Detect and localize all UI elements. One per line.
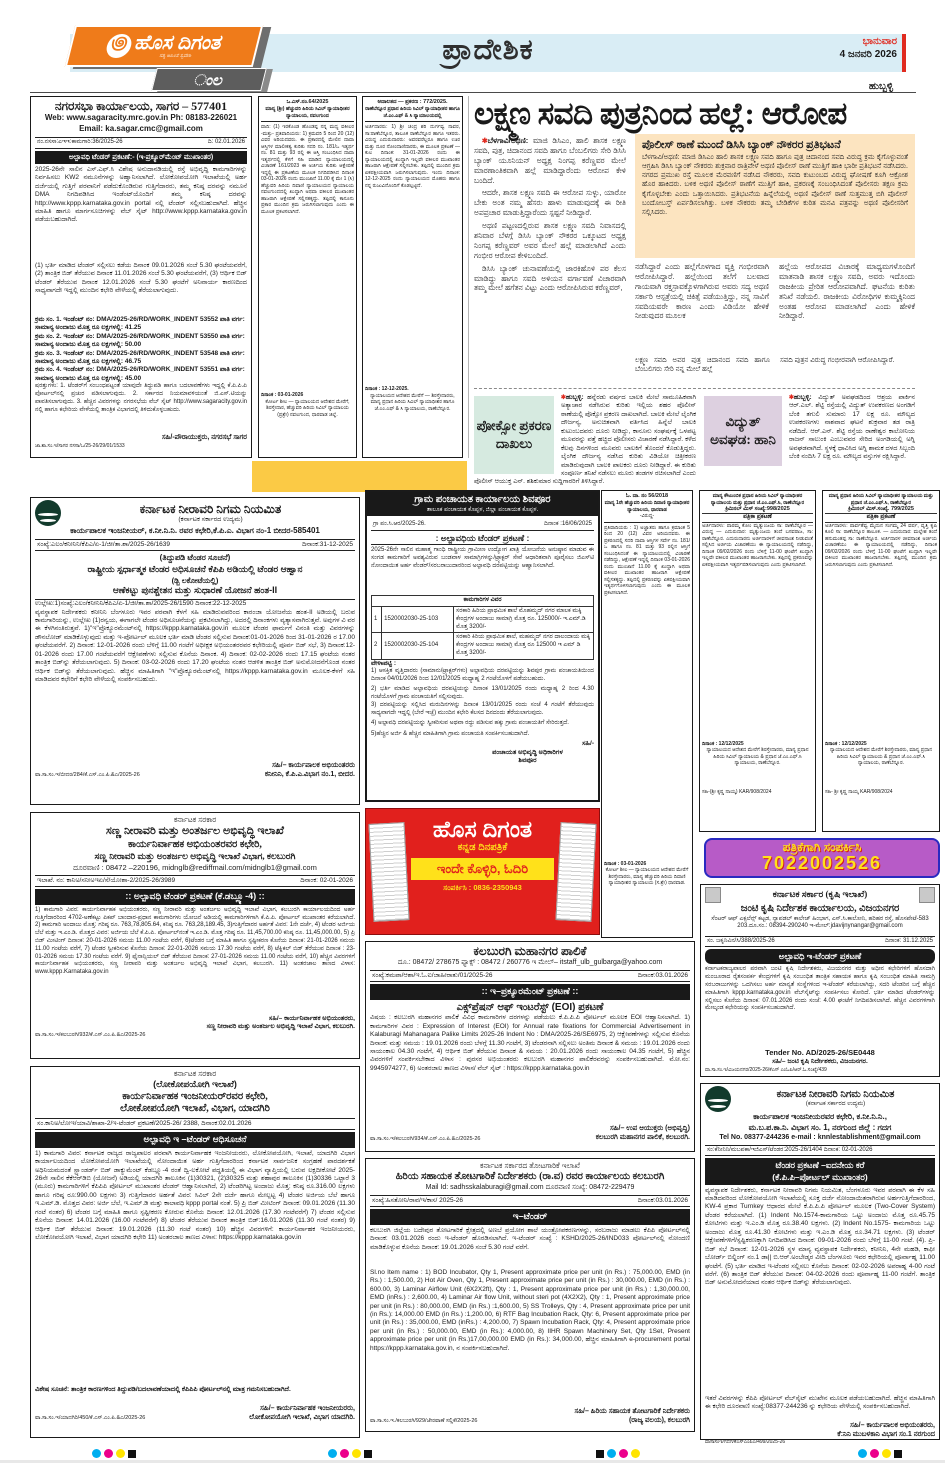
gp-sign-3: ಶಿವಪೂರ [518, 757, 537, 765]
govt-line: ಕರ್ನಾಟಕ ಸರಕಾರ [173, 1069, 217, 1078]
notice-date: ದಿನಾಂಕ : 12/12/2025 [825, 740, 867, 747]
sched-item: 2) ಭರ್ತಿ ಮಾಡಿದ ಅಲ್ಪಾವಧಿಯ ದರಪಟ್ಟಿಯನ್ನು ದಿನಾಂಕ 13/01/2025 ರಂದು ಮಧ್ಯಾಹ್ನ 2 ರಿಂದ 4.30 ಗಂಟೆಯೊಳಗೆ ಗ್ರಾಮ ಪಂಚಾಯತಿಗೆ ಸಲ್ಲಿಸುವುದು. [371, 686, 594, 700]
registration-marks [328, 1445, 375, 1463]
ad-band: ಅಲ್ಪಾವಧಿ ಇ-ಟೆಂಡರ್ ಪ್ರಕಟಣೆ [705, 949, 935, 964]
ref-date: ದಿನಾಂಕ:31-12-2025 [302, 540, 353, 548]
brief-label: ಪೋಕ್ಸೋ ಪ್ರಕರಣ ದಾಖಲು [474, 396, 554, 474]
header-rule [30, 92, 916, 93]
tender-no: Tender No. AD/2025-26/SE0448 [765, 1048, 875, 1058]
knnl-logo-icon [35, 500, 61, 526]
lead-p2: ಆದರೇ, ಶಾಸಕ ಲಕ್ಷ್ಮಣ ಸವದಿ ಈ ಆರೋಪ ಸುಳ್ಳು, ಯಾರೋ ಬೇಕು ಅಂತ ನಮ್ಮ ಹೆಸರು ಹಾಳು ಮಾಡುವುದಕ್ಕೆ ಈ ರೀತಿ ಅಪಪ್ರಚಾರ ಮಾಡುತ್ತಿದ್ದಾರೆಂದು ಸ್ಪಷ್ಟನೆ ನೀಡಿದ್ದಾರೆ. [474, 188, 626, 218]
ad-footer-ref: ವಾಸಾಸಂಇ/ಗದಗ/ಕೆಎಸ್ಎಂಪಿಎ/499/2025-26 [705, 1439, 786, 1446]
govt-line: ಕರ್ನಾಟಕ ಸರ್ಕಾರ (ಕೃಷಿ ಇಲಾಖೆ) [772, 889, 868, 900]
ad-knnl-bidar [30, 497, 360, 805]
ad-band: :: ಅಲ್ಪಾವಧಿ ಟೆಂಡರ್ ಪ್ರಕಟಣೆ (ಕೆ.ಡಬ್ಲ್ಯೂ-4) :: [35, 889, 355, 905]
ref-date: ದಿನಾಂಕ :16/06/2025 [543, 521, 592, 528]
indent-line: ಕ್ರಮ ಸಂ. 3. ಇಂಡೆಂಟ್ ನಂ: DMA/2025-26/RD/WORK_INDENT 53548 ಪಾತಿ ವರ್ಗ: ಸಾಮಾನ್ಯ ಅಂದಾಜು ಮೊತ್ತ ರೂ ಲಕ್ಷಗಳಲ್ಲಿ: 46.75 [35, 349, 245, 366]
edition-label: ಹುಬ್ಬಳ್ಳಿ [868, 81, 893, 92]
sched-item: 5)ಹೆಚ್ಚಿನ ಅರ್ಜಿ & ಹೆಚ್ಚಿನ ಮಾಹಿತಿಗಾಗಿ ಗ್ರಾಮ ಪಂಚಾಯತಿ ಸಂಪರ್ಕಿಸಬಹುದಾಗಿದೆ. [371, 731, 530, 738]
ad-title: ನಗರಸಭಾ ಕಾರ್ಯಾಲಯ, ಸಾಗರ – 577401 [54, 99, 228, 113]
notice-body: ಅರ್ಜಿದಾರರು: 1) ಶ್ರೀ ಚಂದ್ರ ಶರಿ ದುರ್ಗವ್ವ ನಾವರ, ಸಾ:ರಾಣೆಬೆನ್ನೂರ, ತಾಲೂಕ ರಾಣೆಬೆನ್ನೂರ ಹಾಗೂ ಇತರರು. ವಿರುದ್ಧ ಎದುರುದಾರರು: ಅವರವರೆಲ್ಲರೂ ಹಾಗೂ ಊರ ಮತ್ತು ದೂರ ನೋಂದಾಣಿದಾರರು, ಈ ಮೂಲಕ ಪ್ರಕಟಣೆ — ಕುಲ ದಿನಾಂಕ: 31-01-2026 ರಂದು ಈ ನ್ಯಾಯಾಲಯದಲ್ಲಿ ಖುದ್ದಾಗಿ ಇಲ್ಲವೇ ವಕೀಲರ ಮುಖಾಂತರ ಹಾಜರಾಗಿ ಆಕ್ಷೇಪಣೆ ಸಲ್ಲಿಸಬೇಕು. ತಪ್ಪಿದಲ್ಲಿ ಮುಂದಿನ ಕ್ರಮ ಏಕಪಕ್ಷೀಯವಾಗಿ ಜರುಗಿಸಲಾಗುವುದು. ಇಂದು ದಿನಾಂಕ: 12-12-2025 ರಂದು ನ್ಯಾಯಾಲಯದ ಮೊಹರು ಹಾಗೂ ನನ್ನ ರುಜುವಿನೊಂದಿಗೆ ಕೊಡಲ್ಪಟ್ಟಿದೆ. [365, 124, 460, 189]
sched-item: 3) ದರಪಟ್ಟಿಯನ್ನು ಸಲ್ಲಿಸಿದ ಮರುದಿನಗಳನ್ನು ದಿನಾಂಕ 13/01/2025 ರಂದು ಸಂಜೆ 4 ಗಂಟೆಗೆ ತೆರೆಯುವುದು ಸಾಧ್ಯವಾಗದೇ ಇದ್ದಲ್ಲಿ (ಬೇರೆ ಇಚ್ಛೆ) ಮುಂದಿನ ಕಛೇರಿ ಕೆಲಸದ ದಿನದಂದು ತೆರೆಯಲಾಗುವುದು. [371, 702, 594, 716]
continuation-bottom [635, 356, 915, 382]
case-number: ಕ್ರಿಮಿನಲ್ ಮಿಸ್.ಸಂಖ್ಯೆ. 799/2025 [848, 506, 914, 512]
bottom-quote-2: ಸವದಿ ಪುತ್ರನ ವಿರುದ್ಧ ಗಂಭೀರವಾಗಿ ಆರೋಪಿಸಿದ್ದಾರೆ. [780, 357, 895, 364]
ref-no: ಸಂಖ್ಯೆ:ಕಮಪಾ/ಆಶಾ/ಇ.ಓ.ಐ/ಜಾಹೀರಾತು/01/2025-26 [372, 971, 493, 979]
sched-item: 1) ಆಸಕ್ತಿತ ವೃತ್ತಿದಾರರು (ಸಾಮಾನು/ಟ್ರ್ಯಾಕ್ಟರ್‌ಗಳು) ಅಲ್ಪಾವಧಿಯ ದರಪಟ್ಟಿಯನ್ನು ಶಿವಪುರ ಗ್ರಾಮ ಪಂಚಾಯತಿಯಿಂದ ದಿನಾಂಕ 04/01/2026 ರಿಂದ 12/01/2025 ಮಧ್ಯಾಹ್ನ 2 ಗಂಟೆಯೊಳಗೆ ಪಡೆಯಬಹುದು. [371, 668, 594, 682]
equipment-list: Sl.no Item name : 1) BOD Incubator, Qty 1, Present approximate price per unit (in Rs.) : 75,000.00, EMD (in Rs.) : 1,500.00, 2) Hot Air Oven, Qty 1, Present approximate price per unit (in Rs.) : 30,000.00, EMD (in Rs.) : 600.00, 3) Laminar Airflow Unit (6X2X2ft), Qty : 1, Present approximate price per unit (in Rs.) : 1,30,000.00, EMD (inRs.) : 2,600.00, 4) Laminar Air flow Unit, without steri pot (4X2X2), Qty : 1, Present approximate price per unit (in Rs.) : 80,000.00, EMD (in Rs.) :1,600.00, 5) SS Trolleys, Qty : 4, Present approximate price per unit (in Rs.): 14,000.00 EMD (in Rs.) :1,200.00, 6) RTF Bag Incubation Rack, Qty: 6, Present approximate price per unit (in Rs.) : 35,000.00, EMD (inRs.) : 4,200.00, 7) Spawn Incubation Rack, Qty: 4, Present approximate price per unit (in Rs.) : 50,000.00, EMD (in Rs.): 4,000.00, 8) IIHR Spawn Machinery Set, Qty 1Set, Present approximate price per unit (in Rs.)17,00,000.00 EMD (in Rs.): 34,000.00, ಹೆಚ್ಚಿನ ಮಾಹಿತಿಗಾಗಿ e-procurement portal https://kppp.karnataka.gov.in, ನ ಸಂಪರ್ಕಿಸಬಹುದಾಗಿದೆ. [370, 1268, 690, 1352]
table-row [372, 606, 594, 632]
indent-line: ಕ್ರಮ ಸಂ. 2. ಇಂಡೆಂಟ್ ನಂ: DMA/2025-26/RD/WORK_INDENT 53550 ಪಾತಿ ವರ್ಗ: ಸಾಮಾನ್ಯ ಅಂದಾಜು ಮೊತ್ತ ರೂ ಲಕ್ಷಗಳಲ್ಲಿ: 50.00 [35, 332, 245, 349]
ref-date: ದಿನಾಂಕ: 31.12.2025 [884, 937, 933, 944]
court-name: ಮಾನ್ಯ ಕೌಟುಂಬಿಕ ಪ್ರಧಾನ ಹಿರಿಯ ಸಿವಿಲ್ ನ್ಯಾಯಾಧೀಶರ ನ್ಯಾಯಾಲಯ ಮತ್ತು ಪ್ರಧಾನ ಜೆ.ಎಂ.ಎಫ್.ಸಿ, ರಾಣೆಬೆನ್ನೂರ [710, 493, 805, 506]
ad-band: :: ಇ–ಪ್ರಕ್ಯೂರಮೆಂಟ್ ಪ್ರಕಟಣೆ :: [370, 984, 690, 1000]
brief-body: ವಿದ್ಯುತ್ ಅವಘಡದಿಂದ ಆಶ್ರಯ ಪಾರ್ಕಿನ ಆರ್.ಎಲ್. ಶೆಟ್ಟಿ ರಸ್ತೆಯಲ್ಲಿ ವಿದ್ಯುತ್ ಉಪಕರಣದ ಅಂಗಡಿಗೆ ಬೆಂಕಿ ತಗುಲಿ ಸುಮಾರು 17 ಲಕ್ಷ ರೂ. ಮೌಲ್ಯದ ಉಪಕರಣಗಳು ನಾಶವಾದ ಘಟನೆ ಶುಕ್ರವಾರ ತಡ ರಾತ್ರಿ ನಡೆದಿದೆ. ಆರ್.ಎನ್. ಶೆಟ್ಟಿ ರಸ್ತೆಯ ರಾಣೇಶ್ವರ ಕಾಲೋನಿಯ ರಾಜನ್ ಸಾಲುಂಕಿ ಎಂಬುವವರ ಸೇರಿದ ಅಂಗಡಿಯಲ್ಲಿ ಅಗ್ನಿ ಅವಘಡವಾಗಿದೆ. ಸ್ಥಳಕ್ಕೆ ಧಾವಿಸಿದ ಅಗ್ನಿ ಶಾಮಕ ದಳದ ಸಿಬ್ಬಂದಿ ಬೆಂಕಿ ನಂದಿಸಿ 7 ಲಕ್ಷ ರೂ. ಮೌಲ್ಯದ ವಸ್ತುಗಳ ರಕ್ಷಿಸಿದ್ದಾರೆ. [789, 394, 916, 461]
ad-pwd-yadagiri [30, 1066, 360, 1438]
ad-footer-ref: ವಾ.ಸಾ.ಸಂ.ಇ/ಯಾದಗಿರಿ/450/ಕೆ.ಎಸ್.ಎಂ.ಪಿ.&ಎ/2025-26 [35, 1415, 146, 1422]
ad-footer-ref: ವಾ.ಸಾ.ಸಂ.ಇ/ವಿಜಯನಗರ/2025-26/ಕೆಎಸ್ ಎಂಓಪಿ/ಆರ್.ಓ.ಸಂಖ್ಯೆ/439 [705, 1066, 827, 1073]
notice-sign: ಕೋರ್ಟ ಶೀಲ — ನ್ಯಾಯಾಲಯದ ಆದೇಶದ ಮೇರೆಗೆ ಶಿರಸ್ತೇದಾರರು, ಮಾನ್ಯ ಹೆಚ್ಚುವರಿ ಹಿರಿಯ ದಿವಾಣಿ ನ್ಯಾಯಾಧೀಶರ ನ್ಯಾಯಾಲಯ (ಸ.ಶ್ರೇ) ಧಾರವಾಡ. [605, 867, 689, 887]
knnl-logo-icon [705, 1086, 731, 1112]
ad-hosa-digantha-promo [365, 808, 600, 935]
notice-head: ಪತ್ರಿಕಾ ಪ್ರಕಟಣೆ [825, 513, 937, 523]
ref-2: ಉಲ್ಲೇಖ:1)ಸಂಖ್ಯೆ:ಎಲಂ/ಕನೀನಿನಿ/ಕೆಪಿಎ/ಏ-1/ಜೀ/ತಾ.ಶಾ/2025-26/1590 ದಿನಾಂಕ:22-12-2025 [35, 600, 247, 608]
band-line-2: (ಕೆ.ಪಿ.ಪಿ–ಪೋರ್ಟಲ್ ಮುಖಾಂತರ) [772, 1171, 868, 1182]
ad-sign-2: (ರಾಜ್ಯ ವಲಯ), ಕಲಬುರಗಿ [628, 1416, 690, 1424]
ad-band: ಅಲ್ಪಾವಧಿ ಇ –ಟೆಂಡರ್ ಆಧಿಸೂಚನೆ [35, 1132, 355, 1148]
court-notice-b [362, 96, 463, 458]
brief-label: ವಿದ್ಯುತ್ ಅವಘಡ: ಹಾನಿ [704, 396, 782, 466]
dateline: ಬೆಳಗಾವಿ/ಅಥಣಿ: [487, 136, 529, 145]
dept2-line: ಸಣ್ಣ ನೀರಾವರಿ ಮತ್ತು ಅಂತರ್ಜಲ ಅಭಿವೃದ್ಧಿ ಇಲಾಖೆ ವಿಭಾಗ, ಕಲಬುರಗಿ [94, 851, 296, 862]
row-desc: ಸರಕಾರಿ ಹಿರಿಯ ಪ್ರಾಥಮಿಕ ಶಾಲೆ ಮೊಹಮ್ಮದ್ ನಗರ ಮಾಲಕ ಮಕ್ಕಿ ಕೇಂದ್ರಗಳ ಅಂದಾಜು ಸಾಮಾಗ್ರಿ ಮೊತ್ತ ರೂ. 125000/- ಇ.ಎಮ್.ಡಿ ಮೊತ್ತ 3200/- [454, 606, 594, 632]
case-number: ಅದಾಲತದ — ಪ್ರಕರಣ : 772/2025. [377, 99, 448, 105]
govt-line: ಕರ್ನಾಟಕ ಸರಕಾರ [173, 815, 217, 824]
registration-marks [92, 1445, 139, 1463]
court-notice-mid-2 [699, 490, 816, 832]
court-notice-mid-3 [822, 490, 940, 832]
ad-notes: ಷರತ್ತುಗಳು: 1. ಟೆಂಡರ್‌ಗೆ ಸಂಬಂಧಪಟ್ಟಂತೆ ಯಾವುದೇ ತಿದ್ದುಪಡಿ ಹಾಗೂ ಬದಲಾವಣೆಗಳು ಇದ್ದಲ್ಲಿ ಕೆ.ಪಿ.ಪಿ.ಪಿ ಪೋರ್ಟಲ್‌ನಲ್ಲಿ ಪ್ರಚುರ ಪಡಿಸಲಾಗುವುದು. 2. ಸರ್ಕಾರದ ನಿಯಮಾವಳಿಯಂತೆ ಜಿ.ಎಸ್.ಟಿಯನ್ನು ಪಾವತಿಸಲಾಗುವುದು. 3. ಹೆಚ್ಚಿನ ವಿವರಗಳನ್ನು ನಗರಸಭೆಯ ವೆಬ್ ಸೈಟ್ http://www.sagaracity.gov.in ನಲ್ಲಿ ಹಾಗೂ ಕಛೇರಿಯ ವೇಳೆಯಲ್ಲಿ ತಾಂತ್ರಿಕ ವಿಭಾಗದಲ್ಲಿ ತಿಳಿದುಕೊಳ್ಳಬಹುದು. [35, 383, 247, 413]
notice-sign: ನ್ಯಾಯಾಲಯದ ಆದೇಶದ ಮೇರೆಗೆ ಶಿರಸ್ತೇದಾರರು, ಮಾನ್ಯ ಪ್ರಧಾನ ಹಿರಿಯ ಸಿವಿಲ್ ನ್ಯಾಯಾಲಯ & ಪ್ರಧಾನ ಜೆ.ಎಂ.ಎಫ್.ಸಿ ನ್ಯಾಯಾಲಯ, ರಾಣೆಬೆನ್ನೂರ. [830, 747, 932, 767]
ref-no: ಸಂಖ್ಯೆ:ಎಲಂ/ಕನೀನಿನಿ/ಕೆಪಿಎ/ಏ-1/ಜೀ/ತಾ.ಶಾ/2025-26/1639 [37, 540, 171, 548]
qr-code-icon [919, 887, 935, 903]
notice-sign: ನ್ಯಾಯಾಲಯದ ಆದೇಶದ ಮೇರೆಗೆ ಶಿರಸ್ತೇದಾರರು, ಮಾನ್ಯ ಪ್ರಧಾನ ಹಿರಿಯ ಸಿವಿಲ್ ನ್ಯಾಯಾಲಯ & ಪ್ರಧಾನ ಜೆ.ಎಂ.ಎಫ್.ಸಿ ನ್ಯಾಯಾಲಯ, ರಾಣೆಬೆನ್ನೂರ. [706, 747, 809, 767]
promo-strip: ಇಂದೇ ಕೊಳ್ಳಿರಿ, ಓದಿರಿ [411, 858, 554, 880]
ad-band: ಅಲ್ಪಾವಧಿ ಟೆಂಡರ್ ಪ್ರಕಟಣೆ:- (ಇ-ಪ್ರಕ್ಯೂರ್‌ಮೆಂಟ್ ಮುಖಾಂತರ) [35, 151, 247, 164]
dept-line: ಸಣ್ಣ ನೀರಾವರಿ ಮತ್ತು ಅಂತರ್ಜಲ ಅಭಿವೃದ್ಧಿ ಇಲಾಖೆ [106, 824, 284, 837]
logo-emblem-icon: ಄ [104, 34, 134, 58]
ad-footer-ref: ವಾ.ಸಾ.ಸಂ.ಇ./ಕಲಬುರಗಿ/929/ಜೇರವಾಣೆ ಸಲ್ಲಿಕೆ/2025-26 [370, 1418, 478, 1425]
gp-para: 2025-26ನೇ ಸಾಲಿನ ಮಹಾತ್ಮ ಗಾಂಧಿ ರಾಷ್ಟ್ರೀಯ ಗ್ರಾಮೀಣ ಉದ್ಯೋಗ ಖಾತ್ರಿ ಯೋಜನೆಯ ಅನುಷ್ಠಾನ ಮಾಡುವ ಈ ಸಂಗಡ ಕಾಮಗಾರಿಗೆ ಅವಶ್ಯವಿರುವ ಬಂಡವಾಳ ಸಾಮಾಗ್ರಿಗಳನ್ನು/ಟ್ರ್ಯಾಕ್ಟರ್ ಸೇವೆ ಆಧಾರಿತವಾಗಿ ಪೂರೈಸಲು ಜಿಎಸ್‌ಟಿ ನೋಂದಾಯಿತ ಅರ್ಹ ವೆಂಡರ್/ಸರಬರಾಜುದಾರರಿಂದ ಅಲ್ಪಾವಧಿ ದರಪಟ್ಟಿಯನ್ನು ಆಹ್ವಾನಿಸಲಾಗಿದೆ. [371, 547, 594, 569]
brief-star: ✱ [789, 394, 794, 401]
case-number: ಕ್ರಿಮಿನಲ್ ಮಿಸ್ ಸಂಖ್ಯೆ:998/2025 [725, 506, 790, 512]
ref-date: ದಿನಾಂಕ: 02-01-2026 [300, 876, 353, 884]
eoi-subtitle: ಎಕ್ಸ್‌ಪ್ರೆಷನ್ ಆಫ್ ಇಂಟರೆಸ್ಟ್ (EOI) ಪ್ರಕಟಣೆ [456, 1001, 604, 1013]
box-body: ಬೆಳಗಾವಿ/ಅಥಣಿ: ಮಾಜಿ ಡಿಸಿಎಂ ಹಾಲಿ ಶಾಸಕ ಲಕ್ಷ್ಮಣ ಸವದಿ ಹಾಗೂ ಪುತ್ರ ಚಿದಾನಂದ ಸವದಿ ವಿರುದ್ಧ ಕ್ರಮ ಕೈಗೊಳ್ಳುವಂತೆ ಆಗ್ರಹಿಸಿ ಡಿಸಿಸಿ ಬ್ಯಾಂಕ್ ನೌಕರರು ಶುಕ್ರವಾರ ರಾತ್ರಿವೇಳೆ ಅಥಣಿ ಪೊಲೀಸ್ ಠಾಣೆ ಮುತ್ತಿಗೆ ಹಾಕಿ ಭಾರೀ ಪ್ರತಿಭಟನೆ ನಡೆಸಿದರು. ನಗರದ ಪ್ರಮುಖ ರಸ್ತೆ ಮೂಲಕ ಮೆರವಣಿಗೆ ನಡೆಸಿದ ನೌಕರರು, ಸವದಿ ಕುಟುಂಬದ ವಿರುದ್ಧ ಘೋಷಣೆ ಕೂಗಿ ಆಕ್ರೋಶ ಹೊರ ಹಾಕಿದರು. ಬಳಿಕ ಅಥಣಿ ಪೊಲೀಸ್ ಠಾಣೆಗೆ ಮುತ್ತಿಗೆ ಹಾಕಿ, ಪ್ರಕರಣಕ್ಕೆ ಸಂಬಂಧಿಸಿದಂತೆ ಪೊಲೀಸರು ತಕ್ಷಣ ಕ್ರಮ ಕೈಗೊಳ್ಳಬೇಕು ಎಂದು ಒತ್ತಾಯಿಸಿದರು. ಪ್ರತಿಭಟನೆಯ ಹಿನ್ನೆಲೆಯಲ್ಲಿ ಅಥಣಿ ಪೊಲೀಸ್ ಠಾಣೆ ಸುತ್ತಮುತ್ತ ಬಿಗಿ ಪೊಲೀಸ್ ಬಂದೋಬಸ್ತ್ ಏರ್ಪಡಿಸಲಾಗಿತ್ತು. ಬಳಿಕ ನೌಕರರು ತಮ್ಮ ಬೇಡಿಕೆಗಳ ಕುರಿತ ಮನವಿ ಪತ್ರವನ್ನು ಅಥಣಿ ಪೊಲೀಸರಿಗೆ ಸಲ್ಲಿಸಿದರು. [642, 153, 908, 217]
ad-knnl-gadag [700, 1083, 940, 1446]
court-notice-a [258, 96, 357, 458]
promo-subtitle: ಕನ್ನಡ ದಿನಪತ್ರಿಕೆ [457, 842, 508, 854]
ad-sign-1: ಸಹಿ/– ಉಪ ಆಯುಕ್ತರು (ಅಭಿವೃದ್ಧಿ) [609, 1125, 690, 1133]
row-desc: ಸರಕಾರಿ ಕಿರಿಯ ಪ್ರಾಥಮಿಕ ಶಾಲೆ, ಮಹಮ್ಮದ್ ನಗರ ದಾಲಂದಾಯ ಮಕ್ಕಿ ಕೇಂದ್ರಗಳ ಅಂದಾಜು ಸಾಮಾಗ್ರಿ ಮೊತ್ತ ರೂ 125000 ಇ ಎಮ್ ಡಿ ಮೊತ್ತ 3200/- [454, 633, 594, 659]
masthead-date: 4 ಜನವರಿ 2026 [839, 48, 897, 60]
office-line: ಜಂಟಿ ಕೃಷಿ ನಿರ್ದೇಶಕ ಕಾರ್ಯಾಲಯ, ವಿಜಯನಗರ [740, 903, 900, 914]
ad-body-2: ಇತರೆ ವಿವರಗಳನ್ನು ಕೆಪಿಪಿ ಪೋರ್ಟಲ್ ವೆಬ್‌ಸೈಟ್ ಮುಖೇನ ಮೂಲಕ ಪಡೆಯಬಹುದಾಗಿದೆ. ಹೆಚ್ಚಿನ ಮಾಹಿತಿಗಾಗಿ ಈ ಕಛೇರಿ ದೂರವಾಣಿ ಸಂಖ್ಯೆ:08377-244236 ನ್ನು ಕಛೇರಿಯ ವೇಳೆಯಲ್ಲಿ ಸಂಪರ್ಕಿಸಬಹುದಾಗಿದೆ. [705, 1394, 935, 1410]
ad-sign-2: ಲೋಕೋಪಯೋಗಿ ಇಲಾಖೆ, ವಿಭಾಗ ಯಾದಗಿರಿ. [249, 1413, 355, 1421]
org-sub: (ಕರ್ನಾಟಕ ಸರ್ಕಾರದ ಉದ್ಯಮ) [805, 1101, 866, 1108]
logo-tagline: ಸತ್ಯ ಅಹಿಂಸೆ ಸ್ವದೇಶಿ [158, 53, 193, 59]
versus: -ವಿರುದ್ಧ- [639, 513, 655, 520]
ref-date: ದಿನಾಂಕ:03.01.2026 [637, 1196, 688, 1204]
gp-sign-1: ಸಹಿ/- [582, 740, 594, 748]
continuation-col-3: ಹಲ್ಲೆಯ ಆರೋಪದ ವಿಚಾರಕ್ಕೆ ಮಾಧ್ಯಮಗಳೊಂದಿಗೆ ಮಾತನಾಡಿ ಶಾಸಕ ಲಕ್ಷ್ಮಣ ಸವದಿ, ಅವರು ಇದೊಂದು ರಾಜಕೀಯ ಪ್ರೇರಿತ ಆರೋಪವಾಗಿದೆ. ಘಟನೆಯ ಕುರಿತು ತನಿಖೆ ನಡೆಯಲಿ. ರಾಜಕೀಯ ವಿರೋಧಿಗಳ ಕುಮ್ಮಕ್ಕಿನಿಂದ ಅಂತಹ ಆರೋಪ ಮಾಡಲಾಗಿದೆ ಎಂದು ಹೇಳಿಕೆ ನೀಡಿದ್ದಾರೆ. [779, 262, 915, 321]
ref-date: ದಿನಾಂಕ:03.01.2026 [637, 971, 688, 979]
ad-intro: ಕಲಬುರಗಿ ಜಿಲ್ಲೆಯ ಬದೇಪುರ ತೋಟಗಾರಿಕೆ ಕ್ಷೇತ್ರದಲ್ಲಿ ಅಣಬೆ ಪ್ರಯೋಗ ಶಾಲೆ ಯಂತ್ರೋಪಕರಣಗಳನ್ನು, ಸರಬರಾಜು ಮಾಡಲು ಕೆಪಿಪಿ ಪೋರ್ಟಲ್‌ನಲ್ಲಿ ದಿನಾಂಕ: 03.01.2026 ರಂದು ಇ-ಟೆಂಡರ್ ಹೊರಡಿಸಲಾಗಿದೆ. ಇ-ಟೆಂಡರ್ ಸಂಖ್ಯೆ : KSHD/2025-26/IND033 ಪೋರ್ಟಲ್‌ನಲ್ಲಿ ನೋಂದಣಿ ಮಾಡಿಕೊಳ್ಳುವ ಕೊನೆಯ ದಿನಾಂಕ: 19.01.2026 ಸಂಜೆ 5.30 ಗಂಟೆ ವರೆಗೆ. [370, 1226, 690, 1251]
ad-kalaburagi-eoi [365, 941, 695, 1152]
ad-body: 1) ಕಾಮಗಾರಿ ವಿವರ: ಕರ್ನಾಟಕ ರಾಜ್ಯದ ರಾಜ್ಯಪಾಲರ ಪರವಾಗಿ ಕಾರ್ಯನಿರ್ವಾಹಕ ಇಂಜನೀಯರರು, ಲೋಕೋಪಯೋಗಿ, ಇಲಾಖೆ, ಯಾದಗಿರಿ ವಿಭಾಗ ಕಾರ್ಯಾಲಯದಿಂದ ಲೋಕೋಪಯೋಗಿ ಇಲಾಖೆಯಲ್ಲಿ ನೋಂದಾಯಿತ ಅರ್ಹ ಗುತ್ತಿಗೆದಾರರಿಂದ ಕರ್ನಾಟಕ ಸಾರ್ವಜನಿಕ ಸಂಗ್ರಹಣೆ ಪಾರದರ್ಶಕತೆ ಅಧಿನಿಯಮದಂತೆ ಸ್ಟ್ಯಾಂಡರ್ಡ್ ಬಿಡ್ ಡಾಕ್ಯುಮೆಂಟ್ ಕೆಡಬ್ಲ್ಯೂ-4 ರಂತೆ ದ್ವಿ-ಲಕೋಟೆ ಪದ್ಧತಿಯಲ್ಲಿ ಈ ವಿಭಾಗ ವ್ಯಾಪ್ತಿಯಲ್ಲಿ ಬರುವ ಲಕ್ಷದೀಕೋಟೆ 2025-26ನೇ ಸಾಲಿನ ಕೆಕೆಆರ್‌ಡಿಬಿ (ಯೋಜನೆ) ಅಡಿಯಲ್ಲಿ ಯಾದಗಿರಿ ತಾಲೂಕಿನ (1)30321, (2)30325 ಮತ್ತು ಶಹಾಪುರ ತಾಲೂಕಿನ (1)30336 ಒಟ್ಟಾರೆ 3 (ಮೂರು) ಕಾಮಗಾರಿಗಳಿಗೆ ಕೆಪಿಪಿಪಿ ಪೋರ್ಟಲ್ ಮುಖಾಂತರ ಟೆಂಡರ್ ಆಹ್ವಾನಿಸಲಾಗಿದೆ, 2) ಟೆಂಡರಿಗಿಟ್ಟ ಅಂದಾಜು ಮೊತ್ತ: ಕನಿಷ್ಠ ರೂ.316.00 ಲಕ್ಷಗಳು ಹಾಗೂ ಗರಿಷ್ಠ ರೂ:990.00 ಲಕ್ಷಗಳು 3) ಗುತ್ತಿಗೆದಾರರ ಅರ್ಹತೆ ವಿವರ: ಸಿವಿಲ್ 2ನೇ ದರ್ಜೆ ಹಾಗೂ ಮೇಲ್ಪಟ್ಟ 4) ಟೆಂಡರ ಅರ್ಜಿಯ ಬೆಲೆ ಹಾಗೂ ಇ.ಎಮ್.ಡಿ. ಮೊತ್ತದ ವಿವರ: ಅರ್ಜಿ ಬೆಲೆ, ಇ.ಎಮ್.ಡಿ ಮತ್ತು ಕಾಲಾವಧಿ kppp portal ನಂತೆ. 5) ಪ್ರಿ ಬಿಡ್ ಮೀಟಿಂಗ್ ದಿನಾಂಕ: 09.01.2026 (11.30 ಗಂಟೆ ನಂತರ) 6) ಟೆಂಡರ ಬಗ್ಗೆ ಮಾಹಿತಿ ಹಾಗೂ ಸ್ಪಷ್ಟೀಕರಣ ಕೋರುವ ಕೊನೆಯ ದಿನಾಂಕ: 12.01.2026 (17.30 ಗಂಟೆವರೆಗೆ) 7) ಟೆಂಡರ ಸಲ್ಲಿಸುವ ಕೊನೆಯ ದಿನಾಂಕ: 14.01.2026 (16.00 ಗಂಟೆವರೆಗೆ) 8) ಟೆಂಡರ ತೆರೆಯುವ ದಿನಾಂಕ ತಾಂತ್ರಿಕ ಬಿಡ್:16.01.2026 (11.30 ಗಂಟೆ ನಂತರ) 9) ಆರ್ಥಿಕ ಬಿಡ್ ತೆರೆಯುವ ದಿನಾಂಕ: 19.01.2026 (11.30 ಗಂಟೆ ನಂತರ) 10) ಹೆಚ್ಚಿನ ವಿವರಗಳಿಗೆ: ಕಾರ್ಯನಿರ್ವಾಹಕ ಇಂಜನೀಯರರು, ಲೋಕೋಪಯೋಗಿ ಇಲಾಖೆ, ವಿಭಾಗ ಯಾದಗಿರಿ ಕಛೇರಿ 11) ಅಂತರಜಾಲ ತಾಣದ ವಿಳಾಸ: https://kppp.karnataka.gov.in [35, 1149, 355, 1242]
sched-item: 4) ಅಲ್ಪಾವಧಿ ದರಪಟ್ಟಿಯನ್ನು ಸ್ವೀಕರಿಸುವ ಅಥವಾ ರದ್ದು ಪಡಿಸುವ ಹಕ್ಕು ಗ್ರಾಮ ಪಂಚಾಯತಿಗೆ ಸೇರಿರುತ್ತದೆ. [371, 720, 569, 727]
newspaper-thumbnail [368, 822, 409, 922]
dateline-star: ✱ [482, 136, 488, 145]
sched-title: ವೇಳಾಪಟ್ಟಿ : [371, 659, 396, 667]
ad-sign-1: ಸಹಿ/– ಕಾರ್ಯನಿರ್ವಾಹಕ ಇಂಜನೀಯರರು, [260, 1404, 355, 1412]
row-code: 1520002030-25-104 [382, 633, 454, 659]
court-name: ಮಾನ್ಯ ಪ್ರಧಾನ ಹಿರಿಯ ಸಿವಿಲ್ ನ್ಯಾಯಾಧೀಶರ ನ್ಯಾಯಾಲಯ ಮತ್ತು ಪ್ರಧಾನ ಜೆ.ಎಂ.ಎಫ್.ಸಿ, ರಾಣೆಬೆನ್ನೂರ [828, 493, 934, 506]
notice-body: ಅರ್ಜಿದಾರಳು: ಪಾರಮ್ಮ ಕೋಂ ಮೃತ್ಯುಂಜಯ ಸಾ: ರಾಣೆಬೆನ್ನೂರ — ವಿರುದ್ಧ — ಎದುರುದಾರ: ಮೃತ್ಯುಂಜಯ ತಂದೆ ಬಸವರಾಜ, ಸಾ: ರಾಣೆಬೆನ್ನೂರ. ಎದುರುದಾರನು ಅರ್ಜಿದಾರಳಿಗೆ ಜೀವನಾಂಶ ನೀಡುವಂತೆ ಸಲ್ಲಿಸಿದ ಅರ್ಜಿಯ ವಿಚಾರಣೆಯು ಈ ನ್ಯಾಯಾಲಯದಲ್ಲಿ ನಡೆದಿದ್ದು, ದಿನಾಂಕ 09/02/2026 ರಂದು ಬೆಳಿಗ್ಗೆ 11-00 ಘಂಟೆಗೆ ಖುದ್ದಾಗಿ ಇಲ್ಲವೇ ವಕೀಲರ ಮುಖಾಂತರ ಹಾಜರಾಗಬೇಕು. ತಪ್ಪಿದಲ್ಲಿ ಪ್ರಕರಣವನ್ನು ಏಕಪಕ್ಷೀಯವಾಗಿ ಇತ್ಯರ್ಥಪಡಿಸಲಾಗುವುದು ಎಂದು ಪ್ರಕಟಿಸಲಾಗಿದೆ. [702, 522, 813, 568]
lead-p4: ಡಿಸಿಸಿ ಬ್ಯಾಂಕ್ ಚುನಾವಣೆಯಲ್ಲಿ ಜಾರಕಿಹೊಳಿ ಪರ ಕೆಲಸ ಮಾಡಿದ್ದು ಹಾಗೂ ಸವದಿ ಅಳಿಯನ ವರ್ಗಾವಣೆ ವಿಚಾರವಾಗಿ ತಮ್ಮ ಮೇಲೆ ಹಗೆತನ ವಿಟ್ಟು ಎಂದು ಆರೋಪಿಸಿರುವ ಕರೆಣ್ಣವರ್, [474, 263, 626, 293]
protest-story-box [635, 134, 915, 258]
continuation-col-2: ನಡೆಸಿದ್ದಾರೆ ಎಂದು ಹಲ್ಲೆಗೊಳಗಾದ ವ್ಯಕ್ತಿ ಗಂಭೀರವಾಗಿ ಆರೋಪಿಸಿದ್ದಾರೆ. ಹಲ್ಲೆಯಿಂದ ತಲೆಗೆ ಬಲವಾದ ಗಾಯವಾಗಿ ರಕ್ತಸ್ರಾವಕ್ಕೊಳಗಾಗಿರುವ ಅವರು ಸದ್ಯ ಅಥಣಿ ಸರ್ಕಾರಿ ಆಸ್ಪತ್ರೆಯಲ್ಲಿ ಚಿಕಿತ್ಸೆ ಪಡೆಯುತ್ತಿದ್ದು, ನನ್ನ ಸಾವಿಗೆ ಸವದಿಯವರೇ ಕಾರಣ ಎಂದು ವಿಡಿಯೋ ಹೇಳಿಕೆ ನೀಡುವುದರ ಮೂಲಕ [635, 262, 769, 321]
ad-sagara-tender [30, 96, 252, 458]
notice-reg: ಸಹಿ-(ಶ್ರೀ ಕೃಷ್ಣ ನಾಯ್ಕ) KAR/908/2024 [702, 789, 772, 796]
dept-line: ಕರ್ನಾಟಕ ಸರ್ಕಾರದ ತೋಟಗಾರಿಕೆ ಇಲಾಖೆ [480, 1161, 580, 1170]
table-row [372, 633, 594, 659]
row-no: 1 [372, 606, 382, 632]
office-line-1: ಕಾರ್ಯಪಾಲಕ ಇಂಜನೀಯರವರ ಕಛೇರಿ, ಕ.ನೀ.ನಿ.ನಿ., [753, 1112, 887, 1121]
notice-date: ದಿನಾಂಕ : 03-01-2026 [604, 860, 647, 867]
box-title: ಪೊಲೀಸ್ ಠಾಣೆ ಮುಂದೆ ಡಿಸಿಸಿ ಬ್ಯಾಂಕ್ ನೌಕರರ ಪ್ರತಿಭಟನೆ [642, 139, 841, 151]
ad-web: Web: www.sagaracity.mrc.gov.in Ph: 08183-226021 [44, 113, 238, 123]
ad-band: ಇ–ಟೆಂಡರ್ [370, 1209, 690, 1225]
ref-no: ಸಂಖ್ಯೆ:ಹಿಸತೋನಿ/ರಾವ/ಇ/ಕಾಸ/ 2025-26 [372, 1196, 463, 1204]
logo-title: ಹೊಸ ದಿಗಂತ [132, 32, 225, 54]
brief-pocso [474, 394, 696, 486]
yellow-strip [252, 461, 467, 492]
newspaper-thumbnail [555, 822, 596, 922]
indent-line: ಕ್ರಮ ಸಂ. 4. ಇಂಡೆಂಟ್ ನಂ: DMA/2025-26/RD/WORK_INDENT 53551 ಪಾತಿ ವರ್ಗ: ಸಾಮಾನ್ಯ ಅಂದಾಜು ಮೊತ್ತ ರೂ ಲಕ್ಷಗಳಲ್ಲಿ: 45.00 [35, 366, 245, 382]
section-divider [474, 388, 915, 389]
ad-sign-2: ಕಲಬುರಗಿ ಮಹಾನಗರ ಪಾಲಿಕೆ, ಕಲಬುರಗಿ. [595, 1134, 690, 1142]
indent-line: ಕ್ರಮ ಸಂ. 1. ಇಂಡೆಂಟ್ ನಂ: DMA/2025-26/RD/WORK_INDENT 53552 ಪಾತಿ ವರ್ಗ: ಸಾಮಾನ್ಯ ಅಂದಾಜು ಮೊತ್ತ ರೂ ಲಕ್ಷಗಳಲ್ಲಿ: 41.25 [35, 315, 245, 332]
ad-date: ದಿ: 02.01.2026 [207, 138, 245, 145]
newspaper-logo [65, 25, 263, 67]
ad-body: ವ್ಯವಸ್ಥಾಪಕ ನಿರ್ದೇಶಕರು ಕನೀನಿನಿ ಬೆಂಗಳೂರು ಇವರ ಪರವಾಗಿ ಕೆಳಗೆ ಸಹಿ ಮಾಡಿರುವವರಿಂದ ಕಾರಂಜಾ ಯೋಜನೆಯ ಹಂತ-II ಅಡಿಯಲ್ಲಿ ಬರುವ ಕಾಮಗಾರಿಯನ್ನು, ಉಲ್ಲೇಖ (1)ರನ್ವಯ, ಈಗಾಗಲೇ ಟೆಂಡರ ಅಧಿಸೂಚನೆಯನ್ನು ಪ್ರಕಟಿಸಲಾಗಿದ್ದು, ಅದರಲ್ಲಿ ದಿನಾಂಕಗಳು ವ್ಯತ್ಯಾಸವಾಗಿರುತ್ತವೆ. ಅವುಗಳ ವಿ ವರ ಈ ಕೆಳಗಿನಂತಿರುತ್ತವೆ. 1)"ಇ"ಪ್ರೊಕ್ಯೂರಮೆಂಟ್‌ನಲ್ಲಿ https://kppp.karnataka.gov.in ಮೂಲಕ ಟೆಂಡರ ಫಾರ್ಮಗೆ ವಿನಂತಿ ಮತ್ತು ವಿವರಗಳನ್ನು ಡೌನಲೋಡ್ ಮಾಡಿಕೊಳ್ಳುವುದು ಮತ್ತು ಇ-ಪೋರ್ಟಲ್ ಮೂಲಕ ಭರ್ತಿ ಮಾಡಿ ಟೆಂಡರ ಸಲ್ಲಿಸುವ ದಿನಾಂಕ:01-01-2026 ರಿಂದ 31-01-2026 ರ 17.00 ಘಂಟೆಯವರೆಗೆ. 2) ದಿನಾಂಕ: 12-01-2026 ರಂದು ಬೆಳಿಗ್ಗೆ 11.00 ಗಂಟೆಗೆ ಅಧೀಕ್ಷಕ ಅಭಿಯಂತರರವರ ಕಛೇರಿಯಲ್ಲಿ ಪೂರ್ವ ಬಿಡ್ ಸಭೆ, 3) ದಿನಾಂಕ:12-01-2026 ರಂದು 17.00 ಗಂಟೆಯವರೆಗೆ ಆಕ್ಷೇಪಣೆಗಳು ಸಲ್ಲಿಸುವ ಕೊನೆಯ ದಿನಾಂಕ. 4) ದಿನಾಂಕ: 02-02-2026 ರಂದು 17.15 ಘಂಟೆಯ ನಂತರ ತಾಂತ್ರಿಕ ಬಿಡ್‌ನ್ನು ತೆರೆಯಲಾಗುವುದು. 5) ದಿನಾಂಕ: 03-02-2026 ರಂದು 17.20 ಘಂಟೆಯ ನಂತರ ಆಡಳಿತ ತಾಂತ್ರಿಕ ಬಿಡ್ ಅನುಮೋದನೆಗೊಂಡ ನಂತರ ಆರ್ಥಿಕ ಬಿಡ್‌ನ್ನು ತೆರೆಯಲಾಗುವುದು. ಹೆಚ್ಚಿನ ಮಾಹಿತಿಗಾಗಿ "ಇ"ಪ್ರೊಕ್ಯೂರಮೆಂಟ್‌ನಲ್ಲಿ https://kppp.karnataka.gov.in ಮೂಲಕ-ಕೆಳಗೆ ಸಹಿ ಮಾಡಿದವರ ಕಛೇರಿಗೆ ಕಛೇರಿ ವೇಳೆಯಲ್ಲಿ ಸಂಪರ್ಕಿಸಬಹುದು. [35, 608, 355, 684]
ad-small-irrigation [30, 812, 360, 1059]
case-number: ಓ. ದಾ. ನಂ 56/2018 [625, 493, 669, 499]
gp-sign-2: ಪಂಚಾಯತ ಅಭಿವೃದ್ಧಿ ಅಧಿಕಾರಿಗಳ [492, 748, 563, 756]
notice-date: ದಿನಾಂಕ : 12/12/2025 [702, 740, 744, 747]
notice-sign: ಕೋರ್ಟ ಶೀಲ — ನ್ಯಾಯಾಲಯದ ಆದೇಶದ ಮೇರೆಗೆ, ಶಿರಸ್ತೇದಾರ, ಹೆಚ್ಚುವರಿ ಹಿರಿಯ ಸಿವಿಲ್ ನ್ಯಾಯಾಲಯ (ಪ್ರಶ್ರೇ) ನವಲಗುಂದ, ಧಾರವಾಡ ಜಿಲ್ಲೆ. [265, 398, 350, 418]
court-notice-mid-1 [601, 490, 693, 938]
office-line: ಕಾರ್ಯಪಾಲಕ ಇಂಜನೀಯರ್, ಕ.ನೀ.ನಿ.ನಿ. ರವರ ಕಛೇರಿ,ಕೆ.ಪಿ.ಎ. ವಿಭಾಗ ನಂ-1 ಬೀದರ-585401 [70, 526, 320, 535]
ref-no: ಗ್ರಾ ಪಂ.ಸಿ.ಆರ/2025-26. [373, 521, 426, 528]
logo-badge: ಂಲ [151, 68, 267, 91]
phone-line: ದೂರವಾಣಿ : 08472 –220196, midnglb@rediffmail.com/midnglb1@gmail.com [73, 862, 317, 872]
notice-sign: ನ್ಯಾಯಾಲಯದ ಆದೇಶದ ಮೇರೆಗೆ — ಶಿರಸ್ತೇದಾರರು, ಮಾನ್ಯ ಪ್ರಧಾನ ಹಿರಿಯ ಸಿವಿಲ್ ನ್ಯಾಯಾಧೀಶರ ಹಾಗೂ ಜೆ.ಎಂ.ಎಫ್ & ಸಿ ನ್ಯಾಯಾಲಯ, ರಾಣೆಬೆನ್ನೂರ. [370, 392, 455, 412]
govt-emblem-icon [705, 887, 721, 903]
notice-head: ಪತ್ರಿಕಾ ಪ್ರಕಟಣೆ [702, 513, 813, 523]
mail-line: Mail Id: sadhsskalaburagi@gmail.com ದೂರವಾಣಿ ಸಂಖ್ಯೆ: 08472-229479 [425, 1184, 635, 1192]
gp-sub: ತಾಲೂಕ ಪಂಚಾಯತ ಕೊಪ್ಪಳ, ಜಿಲ್ಲಾ ಪಂಚಾಯತ ಕೊಪ್ಪಳ. [426, 506, 539, 513]
banner-phone: 7022002526 [761, 853, 883, 874]
notice-reg: ಸಹಿ- ಶ್ರೀ ಕೃಷ್ಣ ನಾಯ್ಕ KAR/908/2024 [825, 789, 893, 796]
ad-footer-ref: ವಾ.ಸಾ.ಸಂ.ಇ/ಕಲಬುರಗಿ/932/ಕೆ.ಎಸ್.ಎಂ.ಪಿ.&ಎ/2025-26 [35, 1031, 146, 1038]
table-title: ಕಾಮಗಾರಿಗಳ ವಿವರ [372, 596, 594, 607]
case-number: ಒ.ಎಸ್.ನಂ.64/2025 [286, 99, 329, 105]
court-name: ರಾಣೆಬೆನ್ನೂರ ಪ್ರಧಾನ ಹಿರಿಯ ಸಿವಿಲ್ ನ್ಯಾಯಾಧೀಶರ ಹಾಗೂ ಜೆ.ಎಂ.ಎಫ್ & ಸಿ ನ್ಯಾಯಾಲಯದಲ್ಲಿ [365, 106, 460, 119]
section-title: ಪ್ರಾದೇಶಿಕ [442, 34, 534, 66]
bottom-quote-1: ಲಕ್ಷ್ಮಣ ಸವದಿ ಅವರ ಪುತ್ರ ಚಿದಾನಂದ ಸವದಿ ಹಾಗೂ ಬೆಂಬಲಿಗರು ಸೇರಿ ನನ್ನ ಮೇಲೆ ಹಲ್ಲೆ [635, 357, 770, 374]
notice-date: ದಿನಾಂಕ : 12-12-2025. [365, 386, 409, 393]
head-1: (ತಿದ್ದುಪಡಿ ಟೆಂಡರ ಸೂಚನೆ) [159, 553, 231, 563]
court-name: ಮಾನ್ಯ (ಶ್ರೀ) ಹೆಚ್ಚುವರಿ ಹಿರಿಯ ಸಿವಿಲ್ ನ್ಯಾಯಾಧೀಶರ ನ್ಯಾಯಾಲಯ, ನವಲಗುಂದ [265, 106, 350, 119]
ref-no: ಸಂ:ಕೆನೀನಿನಿ/ಮಬಪಕಾ/ಇಜಿಎಸ್/ಟೆಂಡರ:2025-26/1404 ದಿನಾಂಕ: 02-01-2026 [707, 1146, 873, 1153]
news-headline: ಲಕ್ಷ್ಮಣ ಸವದಿ ಪುತ್ರನಿಂದ ಹಲ್ಲೆ: ಆರೋಪ [474, 96, 847, 131]
ad-ref: ನಂ.ನಸಸಾ:ಎಇಇ:ಕಾಮಗಾರಿ:36/2025-26 [37, 138, 123, 145]
ad-sign-1: ಸಹಿ/– ಕಾರ್ಯನಿರ್ವಾಹಕ ಅಭಿಯಂತರರು, [268, 1014, 355, 1022]
row-no: 2 [372, 633, 382, 659]
ad-note: ವಿಶೇಷ ಸೂಚನೆ: ತಾಂತ್ರಿಕ ಕಾರಣಗಳಿಂದ ತಿದ್ದುಪಡಿ/ಬದಲಾವಣೆಯಾದಲ್ಲಿ ಕೆಪಿಪಿಪಿ ಪೋರ್ಟಲ್‌ನಲ್ಲಿ ಮಾತ್ರ ಗಮನಿಸಬಹುದಾಗಿದೆ. [35, 1385, 291, 1393]
ad-grama-panchayat [365, 490, 600, 802]
works-table [371, 595, 594, 660]
ref-no: ಸಂ. ಜಕೃನಿವಿನ/ಸಿ/388/2025-26 [707, 937, 775, 944]
gp-title: ಗ್ರಾಮ ಪಂಚಾಯತ ಕಾರ್ಯಾಲಯ ಶಿವಪೂರ [414, 494, 551, 505]
dept-line: (ಲೋಕೋಪಯೋಗಿ ಇಲಾಖೆ) [153, 1078, 237, 1089]
ad-body: ಕರ್ನಾಟಕರಾಜ್ಯಪಾಲರ ಪರವಾಗಿ ಜಂಟಿ ಕೃಷಿ ನಿರ್ದೇಶಕರು, ವಿಜಯನಗರ ಮತ್ತು ಅಧೀನ ಕಛೇರಿಗಳಿಗೆ ಹೊಸದಾಗಿ ಮಂಜೂರಾದ ರೈತಸಂಪರ್ಕ ಕೇಂದ್ರಗಳಿಗೆ ಕೃಷಿ ಸಂಬಂಧಿತ ತಾಂತ್ರಿಕ ಸಹಾಯಕ ಹಾಗೂ ಕೃಷಿ ಸಂಬಂಧಿತ ಮಾಹಿತಿ ಸಾಮಗ್ರಿ ಸರಬರಾಜುಗಳನ್ನು ಒದಗಿಸಲು ಅರ್ಹ ಮಾನ್ಯತೆ ಸಂಸ್ಥೆಗಳಿಂದ ಇ-ಟೆಂಡರ್ ಕರೆಯಲಾಗಿದ್ದು, ಸದರಿ ಟೆಂಡರಿನ ಬಗ್ಗೆ ಹೆಚ್ಚಿನ ಮಾಹಿತಿಗಾಗಿ kppp.karnataka.gov.in ವೆಬ್‌ಸೈಟ್‌ನ್ನು ಸಂಪರ್ಕಿಸಲು ಕೋರಿದೆ. ಭರ್ತಿ ಮಾಡಿದ ಟೆಂಡರ್‌ಗಳನ್ನು ಸಲ್ಲಿಸಲು ಕೊನೆಯ ದಿನಾಂಕ: 07.01.2026 ರಂದು ಸಂಜೆ: 4.00 ಘಂಟೆಗೆ ನಿಗದಿಪಡಿಸಲಾಗಿದೆ. ಹೆಚ್ಚಿನ ವಿವರಗಳಿಗಾಗಿ ಮೇಲ್ಕಂಡ ಕಛೇರಿಯನ್ನು ಸಂಪರ್ಕಿಸಬಹುದಾಗಿದೆ. [705, 966, 935, 1012]
head-2: ರಾಷ್ಟ್ರೀಯ ಸ್ಪರ್ಧಾತ್ಮಕ ಟೆಂಡರ ಅಧಿಸೂಚನೆ ಕೆಪಿಪಿ ಅಡಿಯಲ್ಲಿ ಟೆಂಡರ ಆಹ್ವಾನ [87, 563, 303, 574]
office-line: ಕಾರ್ಯನಿರ್ವಾಹಕ ಇಂಜನೀಯರ್‌ರವರ ಕಛೇರಿ, [122, 1090, 268, 1102]
ad-agriculture [700, 884, 940, 1077]
ad-body: 1) ಕಾಮಗಾರಿ ವಿವರ: ಕಾರ್ಯನಿರ್ವಾಹಕ ಅಭಿಯಂತರರು, ಸಣ್ಣ ನೀರಾವರಿ ಮತ್ತು ಅಂತರ್ಜಲ ಅಭಿವೃದ್ಧಿ ಇಲಾಖೆ ವಿಭಾಗ, ಕಲಬುರಗಿ ಕಾರ್ಯಾಲಯದಿಂದ ಅರ್ಹ ಗುತ್ತಿಗೆದಾರರಿಂದ 4702-ಅಣೆಕಟ್ಟು ಪಿಕಪ್ ಬಾಂದಾರ-ಪ್ರಧಾನ ಕಾಮಗಾರಿಗಳು ಯೋಜನೆ ಅಡಿಯಲ್ಲಿ ಕಾಮಗಾರಿಗಳಿಗಾಗಿ ಕೆ.ಪಿ.ಪಿ. ಪೋರ್ಟಲ್ ಮುಖಾಂತರ ಕರೆಯಲಾಗಿದೆ. 2) ಕಾಮಗಾರಿ ಅಂದಾಜು ಮೊತ್ತ: ಗರಿಷ್ಠ ರೂ. 763,78,805.64, ಕನಿಷ್ಠ ರೂ. 763,28,189.45, 3)ಗುತ್ತಿಗೆದಾರರ ಅರ್ಹತೆ ವಿವರ: 1ನೇ ದರ್ಜೆ, 4) ಟೆಂಡರ ಅರ್ಜಿಯ ಬೆಲೆ ಮತ್ತು ಇ.ಎಂ.ಡಿ. ಮೊತ್ತದ ವಿವರ: ಅರ್ಜಿಯ ಬೆಲೆ ಕೆ.ಪಿ.ಪಿ. ಪೋರ್ಟಲ್‌ನಂತೆ ಇ.ಎಂ.ಡಿ. ಮೊತ್ತ ಗರಿಷ್ಠ ರೂ. 11,45,700.00 ಕನಿಷ್ಠ ರೂ. 11,45,000.00, 5) ಪ್ರಿ ಬಿಡ್ ಮೀಟಿಂಗ್ ದಿನಾಂಕ: 20-01-2026 ಸಮಯ 11.00 ಗಂಟೆಯ ವರೆಗೆ, 6)ಟೆಂಡರ ಬಗ್ಗೆ ಮಾಹಿತಿ ಹಾಗೂ ಸ್ಪಷ್ಟೀಕರಣ ಕೊನೆಯ ದಿನಾಂಕ: 21-01-2026 ಸಮಯ 11.00 ಗಂಟೆಯ ವರೆಗೆ, 7) ಟೆಂಡರ ಸ್ವೀಕರಿಸುವ ಕೊನೆಯ ದಿನಾಂಕ: 22-01-2026 ಸಮಯ 17.30 ಗಂಟೆಯ ವರೆಗೆ, 8) ಟೆಕ್ನಿಕಲ್ ಬಿಡ್ ತೆರೆಯುವ ದಿನಾಂಕ : 23-01-2026 ಸಮಯ 17.30 ಗಂಟೆಯ ವರೆಗೆ. 9) ಫೈನಾನ್ಸಿಯಲ್ ಬಿಡ್ ತೆರೆಯುವ ದಿನಾಂಕ: 27-01-2026 ಸಮಯ 11.00 ಗಂಟೆಯ ವರೆಗೆ, 10) ಹೆಚ್ಚಿನ ವಿವರಗಳಿಗೆ ಕಾರ್ಯನಿರ್ವಾಹಕ ಅಭಿಯಂತರರು, ಸಣ್ಣ ನೀರಾವರಿ ಮತ್ತು ಅಂತರ್ಜಲ ಅಭಿವೃದ್ಧಿ ಇಲಾಖೆ ವಿಭಾಗ, ಕಲಬುರಗಿ. 11) ಅಂತರಜಾಲ ತಾಣದ ವಿಳಾಸ: www.kppp.Karnataka.gov.in [35, 906, 355, 976]
civic-title: ಕಲಬುರಗಿ ಮಹಾನಗರ ಪಾಲಿಕೆ [473, 944, 587, 958]
news-section [474, 96, 915, 486]
lead-p3: ಅಥಣಿ ಪಟ್ಟಣದಲ್ಲಿರುವ ಶಾಸಕ ಲಕ್ಷ್ಮಣ ಸವದಿ ನಿವಾಸದಲ್ಲಿ ಶನಿವಾರ ಬೆಳಗ್ಗೆ ಡಿಸಿಸಿ ಬ್ಯಾಂಕ್ ನೌಕರರ ಒಕ್ಕೂಟದ ಅಧ್ಯಕ್ಷ ನಿಂಗಪ್ಪ ಕರೆಣ್ಣವರ್ ಅವರ ಮೇಲೆ ಹಲ್ಲೆ ಮಾಡಲಾಗಿದೆ ಎಂದು ಗಂಭೀರ ಆರೋಪ ಕೇಳಿಬಂದಿದೆ. [474, 221, 626, 260]
ad-footer-ref: ವಾ.ಸಾ.ಸಂ.ಇ/ಕಲಬುರಗಿ/934/ಕೆ.ಎಸ್.ಎಂ.ಪಿ.&ಎ/2025-26 [370, 1135, 481, 1142]
ad-email: Email: ka.sagar.cmc@gmail.com [79, 124, 203, 134]
registration-marks [596, 1445, 643, 1463]
ad-sign-1: ಸಹಿ/– ಹಿರಿಯ ಸಹಾಯಕ ತೋಟಗಾರಿಕೆ ನಿರ್ದೇಶಕರು [574, 1407, 690, 1415]
promo-title: ಹೊಸ ದಿಗಂತ [432, 817, 533, 842]
ad-sign-1: ಸಹಿ/– ಕಾರ್ಯಪಾಲಕ ಅಭಿಯಂತರರು [272, 761, 355, 769]
office-line: ಹಿರಿಯ ಸಹಾಯಕ ತೋಟಗಾರಿಕೆ ನಿರ್ದೇಶಕರು (ರಾ.ವ) ರವರ ಕಾರ್ಯಾಲಯ ಕಲಬುರಗಿ [395, 1170, 665, 1182]
brief-body: ಹನ್ನೆರಡು ವರ್ಷದ ಬಾಲಕಿ ಮೇಲೆ ಸಾಮೂಹಿಕವಾಗಿ ಅತ್ಯಾಚಾರ ನಡೆಸಿರುವ ಕುರಿತು ಇಲ್ಲಿಯ ಶಹರ ಪೊಲೀಸ್ ಠಾಣೆಯಲ್ಲಿ ಪೊಕ್ಸೋ ಪ್ರಕರಣ ದಾಖಲಾಗಿದೆ. ಬಾಲಕಿ ಮೇಲೆ ಲೈಂಗಿಕ ದೌರ್ಜನ್ಯ, ಅನುಚಿತವಾಗಿ ವರ್ತಿಸಿದ ಹಿನ್ನೆಲೆ ಬಾಲಕಿ ಕುಟುಂಬದವರು ದೂರು ನೀಡಿದ್ದು, ಕಾನೂನು ಸಂಘರ್ಷಕ್ಕೆ ಒಳಪಟ್ಟ ಮೂವರನ್ನು ಪತ್ತೆ ಹಚ್ಚಿದ ಪೊಲೀಸರು ವಿಚಾರಣೆ ನಡೆಸಿದ್ದಾರೆ. ಕಳೆದ ಕೆಲವು ದಿನಗಳಿಂದ ಮೂವರು ಬಾಲಕಿಗೆ ತೊಂದರೆ ಕೊಡುತ್ತಿದ್ದರು. ಲೈಂಗಿಕ ದೌರ್ಜನ್ಯ ನಡೆಸಿದ ಕುರಿತು ವಿಡಿಯೋ ಚಿತ್ರೀಕರಣ ಮಾಡಿರುವುದಾಗಿ ಬಾಲಕಿ ಪಾಲಕರು ದೂರು ನೀಡಿದ್ದಾರೆ. ಈ ಕುರಿತು ಸಂಪೂರ್ಣ ತನಿಖೆ ನಡೆಸಲು ಮೂರು ತಂಡಗಳ ರಚಿಸಲಾಗಿದೆ ಎಂದು ಪೊಲೀಸ್ ಆಯುಕ್ತ ಎನ್. ಶಶಿಕುಮಾರ ಸುದ್ದಿಗಾರರಿಗೆ ತಿಳಿಸಿದ್ದಾರೆ. [474, 394, 697, 486]
ad-body-1: 2025-26ನೇ ಸಾಲಿನ ಎಸ್.ಎಫ್.ಸಿ ವಿಶೇಷ ಅನುದಾನಡಿಯಲ್ಲಿ ರಸ್ತೆ ಅಭಿವೃದ್ಧಿ ಕಾಮಗಾರಿಗಳನ್ನು ನಿರ್ವಹಿಸಲು KW2 ನಮೂನೆಗಳನ್ನು ಅಹ್ವಾನಿಸಲಾಗಿದೆ. ಲೋಕೋಪಯೋಗಿ ಇಲಾಖೆಯಲ್ಲಿ ಅರ್ಹ ದರ್ಜೆಯಲ್ಲಿ ಗುತ್ತಿಗೆ ಪರವಾನಿಗೆ ಪಡೆದುಕೊಂಡಿರುವ ಗುತ್ತಿಗೆದಾರರು, ತಮ್ಮ ಕನಿಷ್ಠ ದರವನ್ನು ನಮೂನೆ DMA ನಿಗದಿಪಡಿಸಿದ ಇಂಡೆಂಟ್‌ಯೊಂದಿಗೆ ತಮ್ಮ ಕನಿಷ್ಠ ದರವನ್ನು http://www.kppp.karnataka.gov.in portal ನಲ್ಲಿ ಟೆಂಡರ್ ಸಲ್ಲಿಸಬಹುದಾಗಿದೆ. ಹೆಚ್ಚಿನ ಮಾಹಿತಿ ಹಾಗೂ ಮಾರ್ಗಸೂಚಿಗಳನ್ನು ವೆಬ್ ಸೈಟ್ http://www.kppp.karnataka.gov.in ಪಡೆಯಬಹುದಾಗಿದೆ. [35, 165, 247, 224]
ad-sign-2: ಕನೀನಿನಿ, ಕೆ.ಪಿ.ಎ.ವಿಭಾಗ ನಂ.1, ಬೀದರ. [264, 770, 355, 778]
division-line: ಲೋಕೋಪಯೋಗಿ ಇಲಾಖೆ, ವಿಭಾಗ, ಯಾದಗಿರಿ [120, 1103, 270, 1115]
head-4: ಆಣೆಕಟ್ಟು ಪುನಶ್ಚೇತನ ಮತ್ತು ಸುಧಾರಣೆ ಯೋಜನೆ ಹಂತ-II [35, 585, 355, 600]
lead-p1: ಮಾಜಿ ಡಿಸಿಎಂ, ಹಾಲಿ ಶಾಸಕ ಲಕ್ಷ್ಮಣ ಸವದಿ, ಪುತ್ರ, ಚಿದಾನಂದ ಸವದಿ ಹಾಗೂ ಬೆಂಬಲಿಗರು ಸೇರಿ ಡಿಸಿಸಿ ಬ್ಯಾಂಕ್ ಯೂನಿಯನ್ ಅಧ್ಯಕ್ಷ ನಿಂಗಪ್ಪ ಕರೆಣ್ಣವರ ಮೇಲೆ ಮಾರಣಾಂತಿಕವಾಗಿ ಹಲ್ಲೆ ಮಾಡಿದ್ದಾರೆಂದು ಆರೋಪ ಕೇಳಿ ಬಂದಿದೆ. [474, 136, 626, 185]
column-divider [468, 96, 469, 458]
masthead-date-block [747, 36, 897, 61]
contact-line: ದೂ.: 08472/ 278675 ಫ್ಯಾಕ್ಸ್ : 08472 / 260776 ಇ ಮೇಲ್– itstaff_ulb_gulbarga@yahoo.com [397, 959, 663, 967]
row-code: 1520002030-25-103 [382, 606, 454, 632]
ad-sign-2: ಕೆ:ನಿನಿ ಮುಬಳಕಾನಿ ವಿಭಾಗ ಸಂ.1 ನರಗುಂದ [837, 1430, 935, 1438]
ad-horticulture-etender [365, 1158, 695, 1432]
ad-body: ವ್ಯವಸ್ಥಾಪಕ ನಿರ್ದೇಶಕರು, ಕರ್ನಾಟಕ ನೀರಾವರಿ ನಿಗಮ ನಿಯಮಿತ, ಬೆಂಗಳೂರು ಇವರ ಪರವಾಗಿ ಈ ಕೆಳ ಸಹಿ ಮಾಡಿದವರಿಂದ ಲೋಕೋಪಯೋಗಿ ಇಲಾಖೆಯಲ್ಲಿ ಸೂಕ್ತ ದರ್ಜೆ ನೋಂದಾಯಿತರಾಗಿರುವ ಅರ್ಹಗುತ್ತಿಗೆದಾರರಿಂದ, KW-4 ಪ್ರಕಾರ Turnkey ಆಧಾರದ ಮೇಲೆ ಕೆ.ಪಿ.ಪಿ.ಪಿ ಪೋರ್ಟಲ್ ಮೂಲಕ (Two-Cover System) ಟೆಂಡರ ಕರೆಯಲಾಗಿದೆ. (1) Indent No.1574-ಕಾಮಗಾರಿಯ ಒಟ್ಟು ಅಂದಾಜು ಮೊತ್ತ ರೂ.45.75 ಕೋಟಿಗಳು ಮತ್ತು ಇ.ಎಂ.ಡಿ ಮೊತ್ತ ರೂ.38.40 ಲಕ್ಷಗಳು. (2) Indent No.1575- ಕಾಮಗಾರಿಯ ಒಟ್ಟು ಅಂದಾಜು ಮೊತ್ತ ರೂ.41.30 ಕೋಟಿಗಳು ಮತ್ತು ಇ.ಎಂ.ಡಿ ಮೊತ್ತ ರೂ.34.71 ಲಕ್ಷಗಳು. (3) ಟೆಂಡರ್ ಆಕ್ಷೇಪಣೆಗಳಿಗೆ/ಸ್ಪಷ್ಟಿಕರಣಕ್ಕಾಗಿ ನಿಗದಿಪಡಿಸಿದ ದಿನಾಂಕ: 09-01-2026 ರಂದು ಬೆಳಿಗ್ಗೆ 11-00 ಗಂಟೆ. (4). ಪ್ರಿ-ಬಿಡ್ ಸಭೆ ದಿನಾಂಕ: 12-01-2026 ಸ್ಥಳ ಮಾನ್ಯ ವ್ಯವಸ್ಥಾಪಕ ನಿರ್ದೇಶಕರು, ಕನೀನಿನಿ, 4ನೇ ಮಹಡಿ, ಕಾಫೀ ಬೋರ್ಡ್ ಬಿಲ್ಡಿಂಗ್ ನಂ.1 ಡಾ|| ಬಿ.ಆರ್.ಅಂಬೇಡ್ಕರ ವೀದಿ ಬೆಂಗಳೂರು ಇವರ ಕಛೇರಿಯಲ್ಲಿ ಪೂರ್ವಾಹ್ನ 11.00 ಘಂಟೆಗೆ. (5) ಭರ್ತಿ ಮಾಡಿದ ಇ-ಟೆಂಡರ ಸಲ್ಲಿಸಲು ಕೊನೆಯ ದಿನಾಂಕ: 02-02-2026 ಅಪರಾಹ್ನ 4-00 ಗಂಟೆ ವರೆಗೆ. (6) ತಾಂತ್ರಿಕ ಬಿಡ್ ತೆರೆಯುವ ದಿನಾಂಕ: 04-02-2026 ರಂದು ಪೂರ್ವಾಹ್ನ 11-00 ಗಂಟೆಗೆ. ತಾಂತ್ರಿಕ ಬಿಡ್ ಅನುಮೋದನೆಯಾದ ನಂತರ ಆರ್ಥಿಕ ಬಿಡ್‌ನ್ನು ತೆರೆಯಲಾಗುವುದು. [705, 1186, 935, 1287]
notice-body: ವಾದಿ: (1) ಇರಕೊಂಡ ಹೊಂಡಪ್ಪ ನನ್ನ ಮಧ್ಯ ವಕೀಲರ -ಮತ್ತು- ಪ್ರತಿವಾದಿಯರು: 1) ಕ್ರಮವರಿ 5 ರಿಂದ 20 (12) ವಿವರ ಅರಿಯದವರು. ಈ ಪ್ರಕಾರದಲ್ಲಿ ಮೇಲಿನ ದಾವಾ ಆಸ್ತಿಗಳ ಮಾಲೀಕತ್ವ ಕುರಿತು ಸದರಿ ನಂ. 181/ಒ ಇತ್ಯರ್ಥ ನಂ. 81 ಮತ್ತು 93 ರಲ್ಲಿ ಈ ಆಸ್ತಿ ಸಂಬಂಧಿಸಿದ ದಾವಾ ಇತ್ಯರ್ಥದಲ್ಲಿ ಕೆಳಗೆ ಸಹಿ ಮಾಡಿದ ನ್ಯಾಯಾಲಯದಲ್ಲಿ ವಿಚಾರಣೆ 161/2023 ಈ ಅರ್ಜಿಯ ಕುರಿತು ಆಕ್ಷೇಪಣೆ ಇದ್ದಲ್ಲಿ ಈ ಪ್ರಕಟಣೆಯ ಮೂಲಕ ನಿಗದಿಪಡಿಸಿದ ದಿನಾಂಕ 03-01-2026 ರಂದು ಮುಂಜಾನೆ 11.00 ಕ್ಕೆ ಮೇ 1 (ಸಿ) ಹೆಚ್ಚುವರಿ ಹಿರಿಯ ದಿವಾಣಿ ನ್ಯಾಯಾಲಯದ ನ್ಯಾಯಾಲಯ ನವಲಗುಂದದಲ್ಲಿ ಖುದ್ದಾಗಿ ಅಥವಾ ವಕೀಲರ ಮುಖಾಂತರ ಹಾಜರಾಗಿ ಆಕ್ಷೇಪಣೆ ಸಲ್ಲಿಸತಕ್ಕದ್ದು. ತಪ್ಪಿದಲ್ಲಿ ಕಾನೂನು ಪ್ರಕಾರ ಮುಂದಿನ ಕ್ರಮ ಜರುಗಿಸಲಾಗುವುದು ಎಂದು ಈ ಮೂಲಕ ಪ್ರಕಟಿಸಲಾಗಿದೆ. [261, 124, 354, 215]
ad-sign-1: ಸಹಿ/– ಕಾರ್ಯಪಾಲಕ ಅಭಿಯಂತರರು, [850, 1421, 935, 1429]
brief-star: ✱ [561, 394, 566, 401]
notice-body: ಅರ್ಜಿದಾರಳು: ಪಾರ್ವತೆವ್ವ ಮೈದುನ ಸಂಗಮ್ಮ 24 ವರ್ಷ, ವೃತ್ತಿ ಕೃಷಿ ಕೂಲಿ ಸಾ: ರಾಣೆಬೆನ್ನೂರ ತಾಲೂಕ. — ಎದುರುದಾರ: ಮಲ್ಲೇಶ ತಂದೆ ಹನುಮಂತಪ್ಪ ಸಾ: ರಾಣೆಬೆನ್ನೂರ. ಅರ್ಜಿದಾರಳ ಜೀವನಾಂಶ ಅರ್ಜಿಯ ವಿಚಾರಣೆಯು ಈ ನ್ಯಾಯಾಲಯದಲ್ಲಿ ನಡೆದಿದ್ದು, ದಿನಾಂಕ 09/02/2026 ರಂದು ಬೆಳಿಗ್ಗೆ 11-00 ಘಂಟೆಗೆ ಖುದ್ದಾಗಿ ಇಲ್ಲವೇ ವಕೀಲರ ಮುಖಾಂತರ ಹಾಜರಾಗಬೇಕು. ತಪ್ಪಿದಲ್ಲಿ ಮುಂದಿನ ಕ್ರಮ ಜರುಗಿಸಲಾಗುವುದು ಎಂದು ಪ್ರಕಟಿಸಲಾಗಿದೆ. [825, 522, 937, 568]
ad-band: : ಅಲ್ಪಾವಧಿಯ ಟೆಂಡರ್ ಪ್ರಕಟಣೆ : [371, 533, 594, 545]
promo-contact: ಸಂಪರ್ಕಿಸಿ : 0836-2350943 [443, 883, 522, 893]
office-line: ಕಾರ್ಯನಿರ್ವಾಹಕ ಅಭಿಯಂತರವರ ಕಛೇರಿ, [128, 838, 262, 850]
band-line-1: ಟೆಂಡರ ಪ್ರಕಟಣೆ –ಐದನೇಯ ಕರೆ [775, 1160, 865, 1171]
ref-no: ಸಂ.ಕಾನಿಅ/ಲೋಇ/ಯಾವಿ/ಶಾಖಾ-2/ಇ-ಟೆಂಡರ್ ಪ್ರಕಟಣೆ/2025-26/ 2388, ದಿನಾಂಕ:02.01.2026 [37, 1119, 252, 1127]
head-3: (ಡ್ಬಿ ಲಕೋಟೆಯಲ್ಲಿ) [171, 575, 219, 585]
registration-marks [858, 1445, 905, 1463]
org-name: ಕರ್ನಾಟಕ ನೀರಾವರಿ ನಿಗಮ ನಿಯಮಿತ [139, 501, 282, 516]
brief-city: ಹುಬ್ಬಳ್ಳಿ: [565, 394, 584, 401]
ad-footer-ref: ವಾ.ಸಾ.ಸಂ.ಇ/ಬೀದರ/284/ಕೆ.ಎಸ್.ಎಂ.ಪಿ.&ಎ/2025-26 [35, 771, 140, 778]
ad-sign: ಸಹಿ/– ಜಂಟಿ ಕೃಷಿ ನಿರ್ದೇಶಕರು, ವಿಜಯನಗರ. [772, 1058, 868, 1066]
ref-no: ಇಲಾಖೆ. ನಂ: ಕಾನಿಅ/ಸನೀಅಇಏ/ಸೆ/ಯೋಶಾ-2/2025-26/3989 [37, 876, 176, 884]
masthead-day: ಭಾನುವಾರ [862, 36, 897, 47]
brief-city: ಹುಬ್ಬಳ್ಳಿ: [793, 394, 812, 401]
contact-banner [704, 838, 940, 878]
ad-body: ವಿಷಯ : ಕಲಬುರಗಿ ಮಹಾನಗರ ಪಾಲಿಕೆ ವಿವಿಧ ಕಾಮಗಾರಿಗಳ ದರಗಳನ್ನು ಪಡೆಯಲು ಕೆ.ಪಿ.ಪಿ.ಪಿ ಪೋರ್ಟಲ್ ಮೂಲಕ EOI ಆಹ್ವಾನಿಸಲಾಗಿದೆ. 1) ಕಾಮಗಾರಿಗಳ ವಿವರ : Expression of Interest (EOI) for Annual rate fixations for Commercial Advertisement in Kalaburagi Mahanagara Palike Limits 2025-26 Indent No : DMA/2025-26/SE6975, 2) ಆಕ್ಷೇಪಣೆಗಳನ್ನು ಸಲ್ಲಿಸುವ ಕೊನೆಯ ದಿನಾಂಕ: ಮತ್ತು ಸಮಯ : 19.01.2026 ರಂದು ಬೆಳಗ್ಗೆ 11.30 ಗಂಟೆಗೆ, 3) ಟೆಂಡರನಾಗಿ ಸಲ್ಲಿಸಲು ಅಂತಿಮ ದಿನಾಂಕ & ಸಮಯ : 19.01.2026 ರಂದು ಸಾಯಂಕಾಲ 04.30 ಗಂಟೆಗೆ, 4) ಆರ್ಥಿಕ ಬಿಡ್ ತೆರೆಯುವ ದಿನಾಂಕ & ಸಮಯ : 20.01.2026 ರಂದು ಸಾಯಂಕಾಲ 04.35 ಗಂಟೆಗೆ, 5) ಹೆಚ್ಚಿನ ವಿವರಗಳಿಗೆ ಸಂಪರ್ಕಿಸಬೇಕಾದ ವಿಳಾಸ : ಪುರಸರ ಅಭಿಯಂತರರು ಕಲಬುರಗಿ ಮಹಾನಗರ ಪಾಲಿಕೆರವರನ್ನು ಸಂಪರ್ಕಿಸಬಹುದಾಗಿದೆ. ಮೋ.ನಂ: 9945974277, 6) ಅಂತರಜಾಲ ತಾಣದ ವಿಳಾಸ/ ವೆಬ್ ಸೈಟ್ : https://kppp.karnataka.gov.in [370, 1014, 690, 1072]
address-line: ಸೆಂಟರ್ ಆಫ್ ಎಕ್ಸಲೆನ್ಸ್ ಕಟ್ಟಡ, ನ್ಯಾಪಡಲ್ ಕಾಲೇಜ್ ಹಿಂಭಾಗ, ಎಸ್.ಸಿ.ಕಾಲೋನಿ, ಹರಿಹರ ರಸ್ತೆ, ಹೊಸಪೇಟೆ-583 203.ದೂ.ಸಂ.: 08394-290240 ಇ-ಮೇಲ್:jdavijnynangar@gmail.com [711, 915, 929, 930]
banner-text: ಪತ್ರಿಕೆಗಾಗಿ ಸಂಪರ್ಕಿಸಿ [782, 840, 862, 854]
office-line-2: ಮ.ಬ.ಪ.ಕಾ.ನಿ. ವಿಭಾಗ ಸಂ. 1, ನರಗುಂದ ಜಿಲ್ಲೆ : ಗದಗ [748, 1122, 892, 1132]
ad-sign-2: ಸಣ್ಣ ನೀರಾವರಿ ಮತ್ತು ಅಂತರ್ಜಲ ಅಭಿವೃದ್ಧಿ ಇಲಾಖೆ ವಿಭಾಗ, ಕಲಬುರಗಿ. [206, 1023, 355, 1031]
org-sub: (ಕರ್ನಾಟಕ ಸರ್ಕಾರದ ಉದ್ಯಮ) [178, 515, 243, 523]
ad-body-2: (1) ಭರ್ತಿ ಮಾಡಿದ ಟೆಂಡರ್ ಸಲ್ಲಿಸಲು ಕಡೆಯ ದಿನಾಂಕ 09.01.2026 ಸಂಜೆ 5.30 ಘಂಟೆಯವರೆಗೆ, (2) ತಾಂತ್ರಿಕ ಬಿಡ್ ತೆರೆಯುವ ದಿನಾಂಕ 11.01.2026 ಸಂಜೆ 5.30 ಘಂಟೆಯವರೆಗೆ, (3) ಆರ್ಥಿಕ ಬಿಡ್ ಟೆಂಡರ್ ತೆರೆಯುವ ದಿನಾಂಕ 12.01.2026 ಸಂಜೆ 5.30 ಘಂಟೆಗೆ ಅನಿವಾರ್ಯ ಕಾರಣದಿಂದ ಸಾಧ್ಯವಾಗದೇ ಇದ್ದಲ್ಲಿ ಮುಂದಿನ ಕಛೇರಿ ವೇಳೆಯಲ್ಲಿ ತೆರೆಯಲಾಗುವುದು. [35, 261, 247, 295]
notice-date: ದಿನಾಂಕ : 03-01-2026 [261, 392, 304, 399]
ad-signature: ಸಹಿ/-ಪೌರಾಯುಕ್ತರು, ನಗರಸಭೆ ಸಾಗರ [161, 434, 247, 442]
tel-line: Tel No. 08377-244236 e-mail : knnlestablishment@gmail.com [719, 1134, 921, 1142]
org-name: ಕರ್ನಾಟಕ ನೀರಾವರಿ ನಿಗಮ ನಿಯಮಿತ [776, 1088, 895, 1100]
notice-body: ಪ್ರತಿವಾದಿಯರು : 1) ಅಜ್ಞಾತರು ಹಾಗೂ ಕ್ರಮಾಂಕ 5 ರಿಂದ 20 (12) ವಿವರ ಅರಿಯದವರು. ಈ ಪ್ರಕರಣದಲ್ಲಿ ಸದರಿ ದಾವಾ ಆಸ್ತಿಗಳ ಸರ್ವೇ ನಂ. 181/ಒ ಹಾಗೂ ನಂ. 81 ಮತ್ತು 93 ರಲ್ಲಿನ ಆಸ್ತಿಗೆ ಸಂಬಂಧಿಸಿದಂತೆ ಈ ನ್ಯಾಯಾಲಯದಲ್ಲಿ ವಿಚಾರಣೆ ನಡೆದಿದ್ದು, ಆಕ್ಷೇಪಣೆ ಇದ್ದಲ್ಲಿ ದಿನಾಂಕ 03-01-2026 ರಂದು ಮುಂಜಾನೆ 11.00 ಕ್ಕೆ ಖುದ್ದಾಗಿ ಅಥವಾ ವಕೀಲರ ಮುಖಾಂತರ ಹಾಜರಾಗಿ ಆಕ್ಷೇಪಣೆ ಸಲ್ಲಿಸತಕ್ಕದ್ದು. ತಪ್ಪಿದಲ್ಲಿ ಪ್ರಕರಣವನ್ನು ಏಕಪಕ್ಷೀಯವಾಗಿ ಇತ್ಯರ್ಥಗೊಳಿಸಲಾಗುವುದು ಎಂದು ಈ ಮೂಲಕ ಪ್ರಕಟಿಸಲಾಗಿದೆ. [604, 524, 690, 596]
court-name: ಮಾನ್ಯ 1ನೇ ಹೆಚ್ಚುವರಿ ಹಿರಿಯ ದಿವಾಣಿ ನ್ಯಾಯಾಧೀಶರ ನ್ಯಾಯಾಲಯ, ಧಾರವಾಡ [604, 500, 690, 513]
brief-electric [704, 394, 915, 486]
ad-footer-ref: ಜಾ.ಶಾ.ಸಂ.ಇ/ಸಾಗರ ನಸಸಾ/ಒ/25-26/29/01/1533 [35, 442, 125, 449]
